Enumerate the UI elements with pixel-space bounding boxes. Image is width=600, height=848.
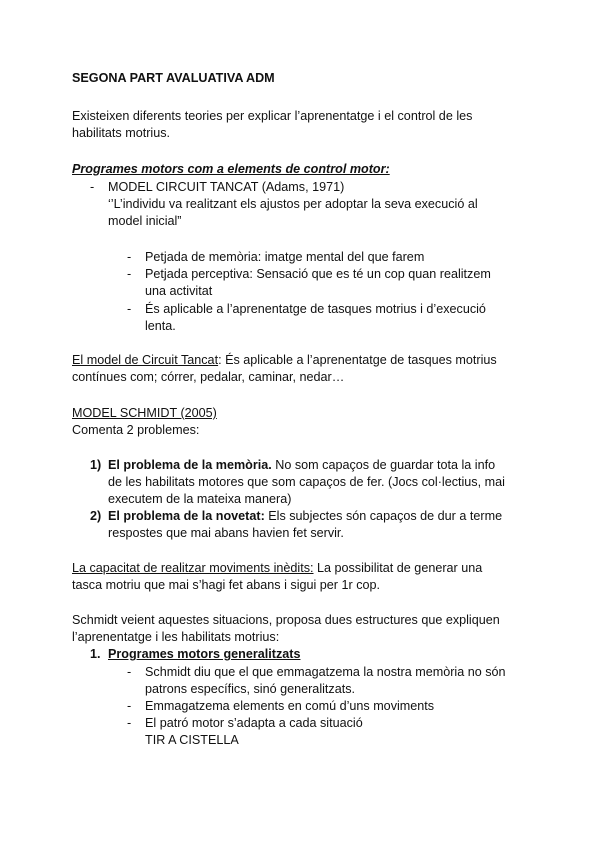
structures-intro-1: Schmidt veient aquestes situacions, proposa dues estructures que expliquen	[72, 613, 500, 627]
intro-line-2: habilitats motrius.	[72, 126, 170, 140]
problem-number: 1)	[90, 458, 102, 472]
bullet-dash: -	[127, 250, 132, 264]
bullet-dash: -	[127, 302, 132, 316]
problem-2-text: Els subjectes són capaços de dur a terme	[264, 509, 503, 523]
capacity-text: La possibilitat de generar una	[313, 561, 483, 575]
circuit-note-line-2: contínues com; córrer, pedalar, caminar, nedar…	[72, 370, 345, 384]
list-item: Emmagatzema elements en comú d’uns moviments	[145, 699, 435, 713]
intro-line-1: Existeixen diferents teories per explicar l’aprenentatge i el control de les	[72, 109, 473, 123]
schmidt-heading: MODEL SCHMIDT (2005)	[72, 406, 217, 420]
list-number: 1.	[90, 647, 101, 661]
bullet-dash: -	[127, 665, 132, 679]
list-item: És aplicable a l’aprenentatge de tasques motrius i d’execució	[145, 302, 486, 316]
section-heading-motor-programs: Programes motors com a elements de control motor:	[72, 162, 390, 176]
schmidt-sub: Comenta 2 problemes:	[72, 423, 200, 437]
tir-a-cistella: TIR A CISTELLA	[145, 733, 239, 747]
bullet-dash: -	[127, 716, 132, 730]
list-item: Schmidt diu que el que emmagatzema la nostra memòria no són	[145, 665, 506, 679]
list-item: Petjada perceptiva: Sensació que es té un cop quan realitzem	[145, 267, 491, 281]
circuit-note-label: El model de Circuit Tancat	[72, 353, 219, 367]
capacity-line-2: tasca motriu que mai s’hagi fet abans i sigui per 1r cop.	[72, 578, 381, 592]
list-item-cont: una activitat	[145, 284, 213, 298]
document-title: SEGONA PART AVALUATIVA ADM	[72, 71, 275, 85]
problem-1-text: No som capaços de guardar tota la info	[271, 458, 496, 472]
list-item-cont: lenta.	[145, 319, 176, 333]
model-circuit-tancat: MODEL CIRCUIT TANCAT (Adams, 1971)	[108, 180, 345, 194]
list-item: Petjada de memòria: imatge mental del que farem	[145, 250, 425, 264]
capacity-line-1	[72, 560, 482, 577]
bullet-dash: -	[127, 267, 132, 281]
problem-1-line-2: de les habilitats motores que som capaços de fer. (Jocs col·lectius, mai	[108, 475, 505, 489]
capacity-label: La capacitat de realitzar moviments inèdits:	[72, 561, 314, 575]
structures-intro-2: l’aprenentatge i les habilitats motrius:	[72, 630, 280, 644]
problem-1-bold: El problema de la memòria.	[108, 458, 272, 472]
problem-2-line-1	[108, 508, 502, 525]
problem-2-bold: El problema de la novetat:	[108, 509, 265, 523]
bullet-dash: -	[127, 699, 132, 713]
circuit-note-text: : És aplicable a l’aprenentatge de tasques motrius	[218, 353, 497, 367]
circuit-note-line-1	[72, 352, 497, 369]
problem-2-line-2: respostes que mai abans havien fet servir.	[108, 526, 344, 540]
bullet-dash: -	[90, 180, 95, 194]
quote-line-2: model inicial”	[108, 214, 182, 228]
problem-1-line-1	[108, 457, 495, 474]
problem-number: 2)	[90, 509, 102, 523]
quote-line-1: ‘’L’individu va realitzant els ajustos per adoptar la seva execució al	[108, 197, 478, 211]
problem-1-line-3: executem de la mateixa manera)	[108, 492, 292, 506]
list-item-cont: patrons específics, sinó generalitzats.	[145, 682, 356, 696]
list-item: El patró motor s’adapta a cada situació	[145, 716, 363, 730]
list-heading-generalized-programs: Programes motors generalitzats	[108, 647, 301, 661]
